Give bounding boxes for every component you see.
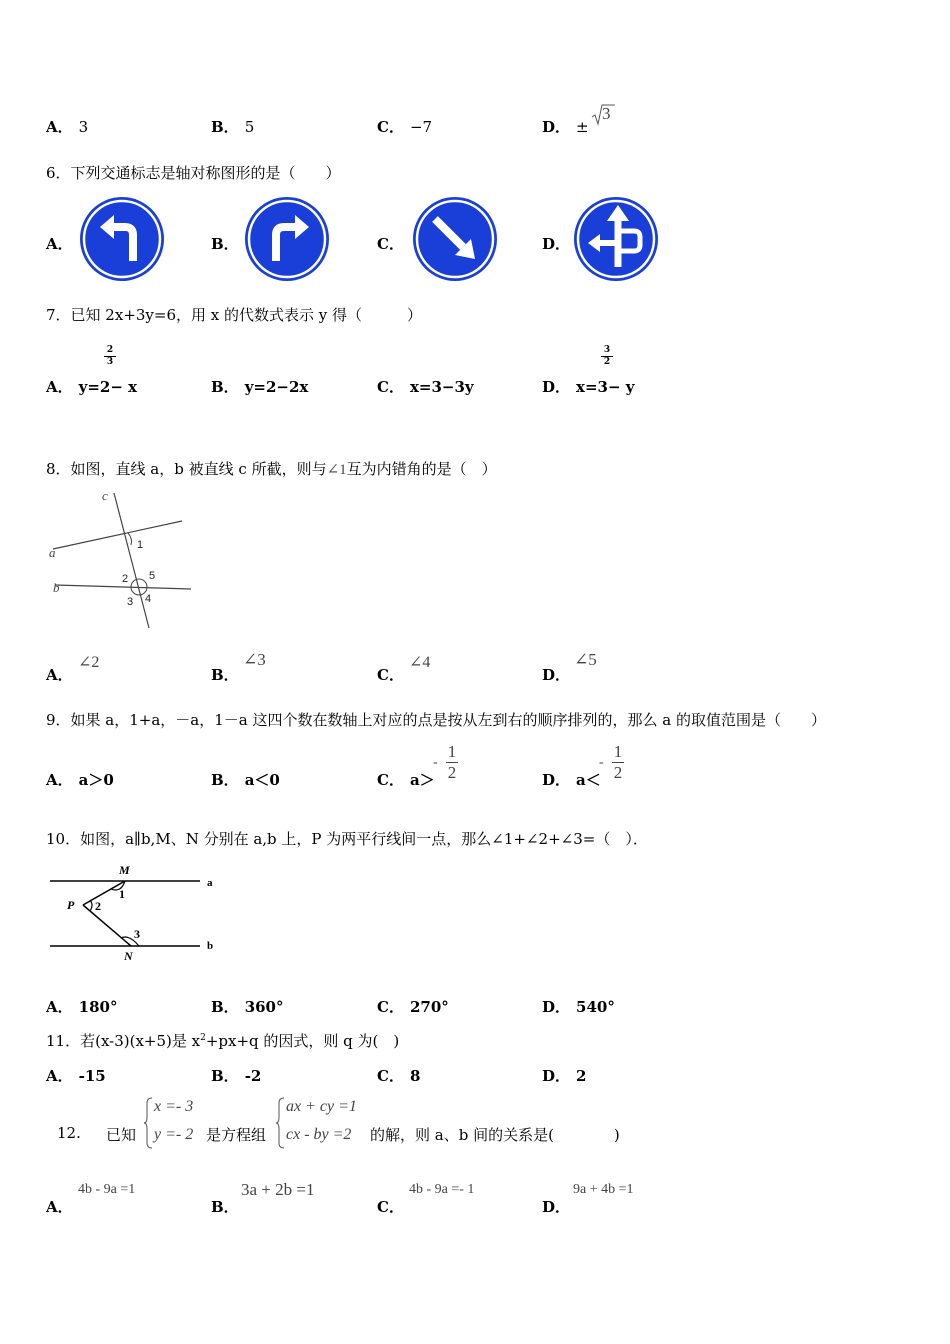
q12-option-b-label[interactable]: B． <box>211 1198 239 1216</box>
q9-option-a[interactable]: A． a＞0 <box>46 771 114 789</box>
q9-d-minus: - <box>599 755 604 770</box>
sys2-line2: cx - by =2 <box>286 1126 352 1143</box>
q9-option-c[interactable]: C． a＞ <box>377 771 435 789</box>
svg-text:M: M <box>119 863 130 877</box>
q6-option-b-label[interactable]: B． <box>211 235 239 253</box>
q9-c-minus: - <box>433 755 438 770</box>
q12-number: 12. <box>57 1124 81 1142</box>
q7-d-fraction: 3 2 <box>601 345 613 368</box>
q12-option-a-label[interactable]: A． <box>46 1198 73 1216</box>
q8-stem: 8．如图，直线 a，b 被直线 c 所截，则与∠1互为内错角的是（ ） <box>46 460 497 478</box>
q7-option-d[interactable]: D． x=3− y <box>542 378 635 396</box>
q10-figure <box>45 860 225 965</box>
line-b <box>55 585 191 589</box>
q10-stem: 10．如图，a∥b,M、N 分别在 a,b 上，P 为两平行线间一点，那么∠1+∠2+∠3=（ ）． <box>46 830 648 848</box>
q8-option-b-label[interactable]: B． <box>211 666 239 684</box>
q11-stem: 11．若(x-3)(x+5)是 $x^2+px+q$ 的因式，则 q 为( ) <box>46 1032 400 1050</box>
svg-text:c: c <box>102 488 108 503</box>
q12-pre: 已知 <box>106 1126 137 1144</box>
svg-text:b: b <box>53 580 60 595</box>
q7-stem: 7．已知 2x+3y=6，用 x 的代数式表示 y 得（ ） <box>46 306 423 324</box>
q12-post: 的解，则 a、b 间的关系是( ) <box>370 1126 620 1144</box>
q6-stem: 6．下列交通标志是轴对称图形的是（ ） <box>46 164 341 182</box>
q11-option-b[interactable]: B． -2 <box>211 1067 262 1085</box>
brace-1 <box>143 1097 153 1149</box>
q7-a-fraction: 2 3 <box>104 345 116 368</box>
svg-text:1: 1 <box>137 539 144 551</box>
q9-option-b[interactable]: B． a＜0 <box>211 771 280 789</box>
line-a <box>53 521 182 549</box>
q8-option-b-value: ∠3 <box>243 650 266 669</box>
turn-left-sign-icon <box>78 195 166 283</box>
q8-option-c-value: ∠4 <box>409 654 431 671</box>
q6-option-c-label[interactable]: C． <box>377 235 404 253</box>
q9-c-fraction: 1 2 <box>447 742 457 782</box>
q6-option-a-label[interactable]: A． <box>46 235 73 253</box>
q9-stem: 9．如果 a，1+a，－a，1－a 这四个数在数轴上对应的点是按从左到右的顺序排列的，那么 a 的取值范围是（ ） <box>46 711 826 729</box>
sqrt-radicand: 3 <box>602 104 611 123</box>
q12-option-b-value: 3a + 2b =1 <box>241 1180 315 1199</box>
svg-text:3: 3 <box>127 596 134 608</box>
q8-option-c-label[interactable]: C． <box>377 666 404 684</box>
svg-text:a: a <box>49 545 56 560</box>
svg-text:3: 3 <box>134 927 140 941</box>
q12-option-c-label[interactable]: C． <box>377 1198 404 1216</box>
q12-mid: 是方程组 <box>206 1126 267 1144</box>
svg-text:2: 2 <box>122 573 129 585</box>
straight-or-left-sign-icon <box>572 195 660 283</box>
q8-figure <box>45 485 205 635</box>
q11-option-c[interactable]: C． 8 <box>377 1067 421 1085</box>
q6-option-d-label[interactable]: D． <box>542 235 571 253</box>
q5-option-a[interactable]: A． 3 <box>46 118 89 136</box>
q8-option-d-label[interactable]: D． <box>542 666 571 684</box>
q9-d-fraction: 1 2 <box>613 742 623 782</box>
q10-option-a[interactable]: A． 180° <box>46 998 118 1016</box>
sys2-line1: ax + cy =1 <box>286 1098 357 1115</box>
q8-option-a-value: ∠2 <box>78 654 100 671</box>
q5-option-c[interactable]: C． −7 <box>377 118 433 136</box>
q12-option-d-label[interactable]: D． <box>542 1198 571 1216</box>
q8-option-a-label[interactable]: A． <box>46 666 73 684</box>
q12-option-d-value: 9a + 4b =1 <box>573 1182 634 1197</box>
svg-text:2: 2 <box>95 899 101 913</box>
svg-text:N: N <box>124 949 133 963</box>
q11-option-a[interactable]: A． -15 <box>46 1067 106 1085</box>
svg-text:5: 5 <box>149 570 156 582</box>
q7-option-c[interactable]: C． x=3−3y <box>377 378 474 396</box>
svg-text:P: P <box>67 898 75 912</box>
sys1-line1: x =- 3 <box>154 1098 194 1115</box>
q8-option-d-value: ∠5 <box>574 650 597 669</box>
q10-option-b[interactable]: B． 360° <box>211 998 284 1016</box>
q9-option-d[interactable]: D． a＜ <box>542 771 601 789</box>
q12-option-a-value: 4b - 9a =1 <box>78 1182 136 1197</box>
q12-option-c-value: 4b - 9a =- 1 <box>409 1182 475 1197</box>
brace-2 <box>275 1097 285 1149</box>
q10-option-d[interactable]: D． 540° <box>542 998 615 1016</box>
svg-text:a: a <box>207 877 213 889</box>
q10-option-c[interactable]: C． 270° <box>377 998 449 1016</box>
down-right-arrow-sign-icon <box>411 195 499 283</box>
turn-right-sign-icon <box>243 195 331 283</box>
svg-text:1: 1 <box>119 887 125 901</box>
q11-option-d[interactable]: D． 2 <box>542 1067 587 1085</box>
q5-option-d[interactable]: D． ± <box>542 118 589 136</box>
q7-option-a[interactable]: A． y=2− x <box>46 378 138 396</box>
svg-text:b: b <box>207 940 214 952</box>
sys1-line2: y =- 2 <box>154 1126 194 1143</box>
q7-option-b[interactable]: B． y=2−2x <box>211 378 309 396</box>
svg-text:4: 4 <box>145 593 152 605</box>
q5-option-b[interactable]: B． 5 <box>211 118 255 136</box>
